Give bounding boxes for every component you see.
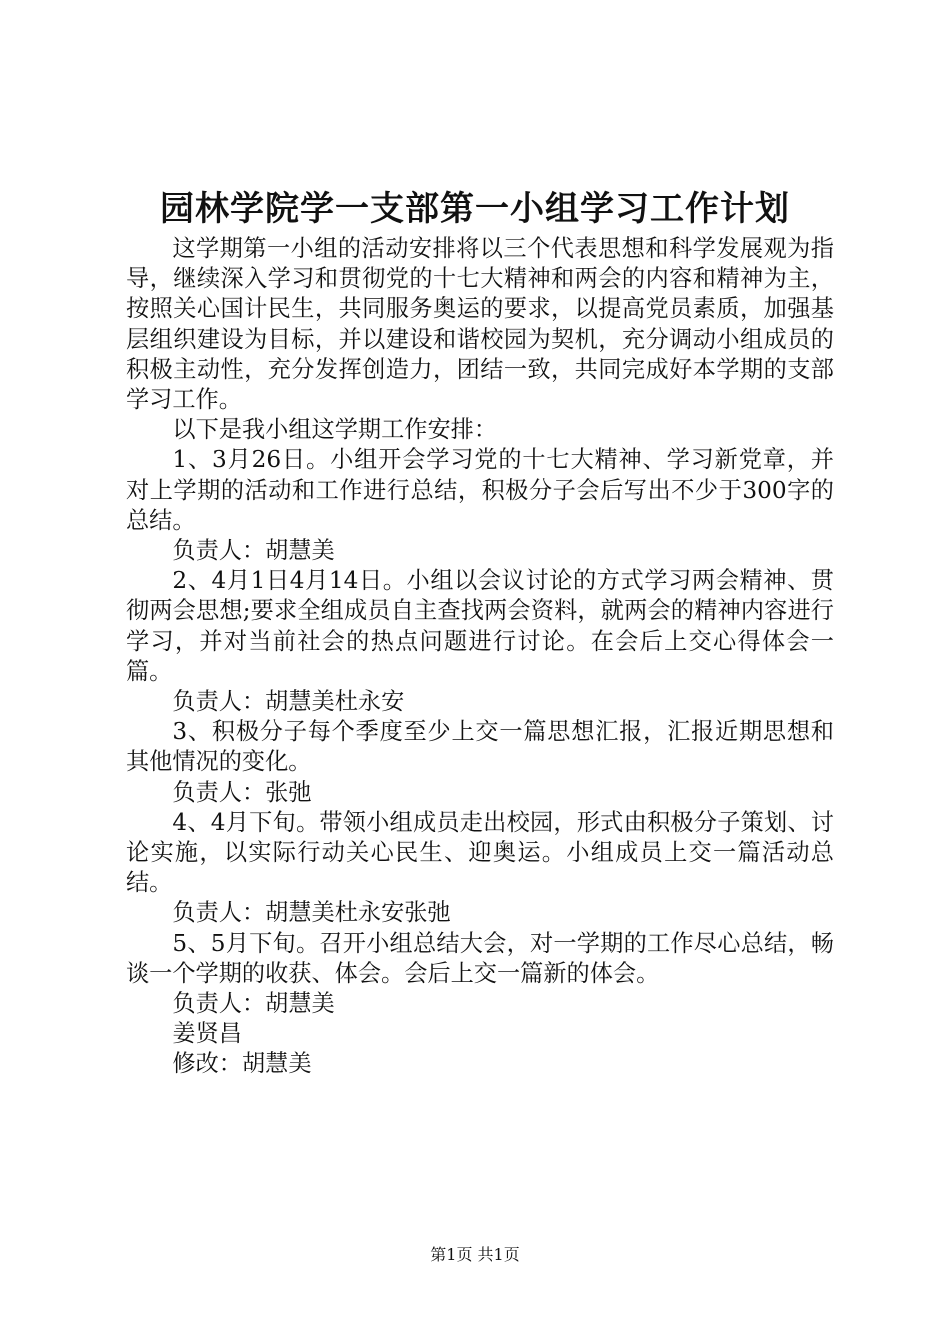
paragraph-schedule-heading: 以下是我小组这学期工作安排：	[172, 416, 498, 444]
paragraph-revised-by: 修改：胡慧美	[172, 1050, 312, 1078]
paragraph-item-2-owner: 负责人：胡慧美杜永安	[172, 688, 405, 716]
paragraph-item-4-owner: 负责人：胡慧美杜永安张弛	[172, 899, 451, 927]
paragraph-item-5: 5、5月下旬。召开小组总结大会，对一学期的工作尽心总结，畅谈一个学期的收获、体会。会后上交一篇新的体会。	[126, 929, 834, 987]
paragraph-author: 姜贤昌	[172, 1020, 242, 1048]
paragraph-item-4: 4、4月下旬。带领小组成员走出校园，形式由积极分子策划、讨论实施，以实际行动关心民生、迎奥运。小组成员上交一篇活动总结。	[126, 808, 834, 897]
paragraph-item-2: 2、4月1日4月14日。小组以会议讨论的方式学习两会精神、贯彻两会思想;要求全组成员自主查找两会资料，就两会的精神内容进行学习，并对当前社会的热点问题进行讨论。在会后上交心得体会一篇。	[126, 567, 834, 685]
paragraph-item-5-owner: 负责人：胡慧美	[172, 990, 335, 1018]
document-title: 园林学院学一支部第一小组学习工作计划	[160, 189, 790, 229]
paragraph-item-3-owner: 负责人：张弛	[172, 778, 312, 806]
page-number-footer: 第1页 共1页	[430, 1245, 520, 1264]
paragraph-item-3: 3、积极分子每个季度至少上交一篇思想汇报，汇报近期思想和其他情况的变化。	[126, 718, 834, 776]
paragraph-intro: 这学期第一小组的活动安排将以三个代表思想和科学发展观为指导，继续深入学习和贯彻党的十七大精神和两会的内容和精神为主，按照关心国计民生，共同服务奥运的要求，以提高党员素质，加强基层组织建设为目标，并以建设和谐校园为契机，充分调动小组成员的积极主动性，充分发挥创造力，团结一致，共同完成好本学期的支部学习工作。	[126, 235, 834, 414]
paragraph-item-1-owner: 负责人：胡慧美	[172, 537, 335, 565]
document-body	[126, 234, 834, 1080]
paragraph-item-1: 1、3月26日。小组开会学习党的十七大精神、学习新党章，并对上学期的活动和工作进行总结，积极分子会后写出不少于300字的总结。	[126, 446, 834, 534]
